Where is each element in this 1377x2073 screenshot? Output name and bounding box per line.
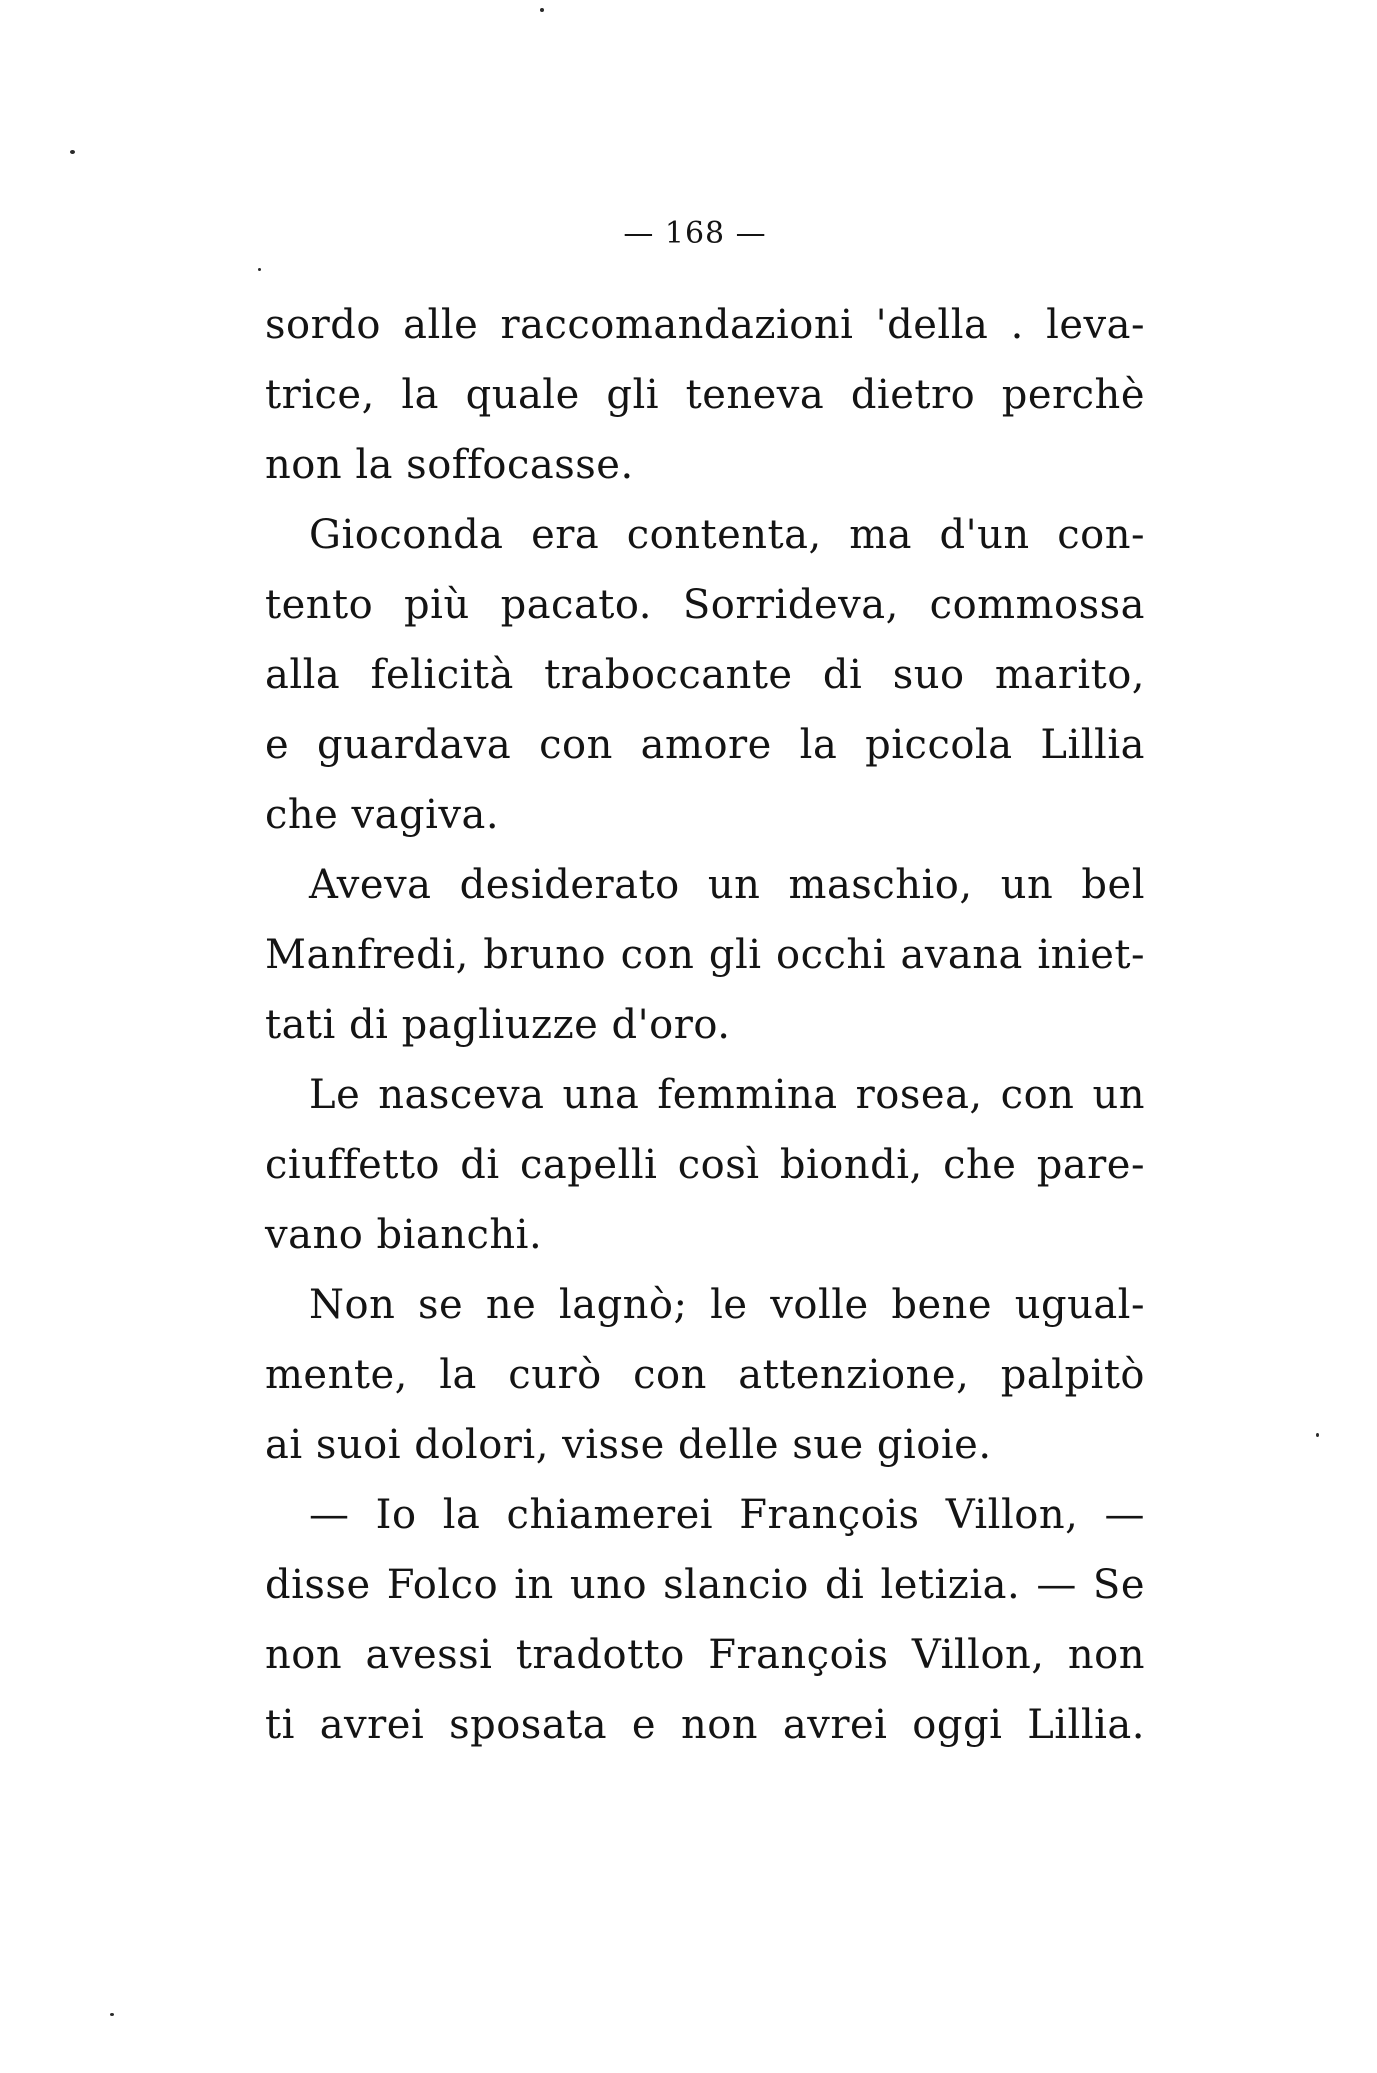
text-line: e guardava con amore la piccola Lillia [265, 722, 1145, 768]
text-line: trice, la quale gli teneva dietro perchè [265, 372, 1145, 418]
text-line: mente, la curò con attenzione, palpitò [265, 1352, 1145, 1398]
text-line: che vagiva. [265, 792, 500, 838]
ink-speck [540, 8, 544, 12]
text-line: ti avrei sposata e non avrei oggi Lillia. [265, 1702, 1145, 1748]
text-line: tento più pacato. Sorrideva, commossa [265, 582, 1145, 628]
text-line: sordo alle raccomandazioni 'della . leva- [265, 302, 1145, 348]
text-line: Manfredi, bruno con gli occhi avana iniet- [265, 932, 1145, 978]
text-line: disse Folco in uno slancio di letizia. — Se [265, 1562, 1145, 1608]
ink-speck [110, 2013, 114, 2016]
page-number: — 168 — [623, 216, 767, 251]
text-line: ai suoi dolori, visse delle sue gioie. [265, 1422, 992, 1468]
ink-speck [1316, 1433, 1319, 1437]
text-line: non la soffocasse. [265, 442, 634, 488]
ink-speck [70, 150, 75, 154]
text-line: Non se ne lagnò; le volle bene ugual- [309, 1282, 1145, 1328]
ink-speck [258, 268, 261, 271]
text-line: alla felicità traboccante di suo marito, [265, 652, 1145, 698]
text-line: ciuffetto di capelli così biondi, che pare- [265, 1142, 1145, 1188]
text-line: vano bianchi. [265, 1212, 543, 1258]
text-line: tati di pagliuzze d'oro. [265, 1002, 731, 1048]
text-line: Aveva desiderato un maschio, un bel [309, 862, 1145, 908]
text-line: — Io la chiamerei François Villon, — [309, 1492, 1145, 1538]
text-line: non avessi tradotto François Villon, non [265, 1632, 1145, 1678]
text-line: Gioconda era contenta, ma d'un con- [309, 512, 1145, 558]
text-line: Le nasceva una femmina rosea, con un [309, 1072, 1145, 1118]
